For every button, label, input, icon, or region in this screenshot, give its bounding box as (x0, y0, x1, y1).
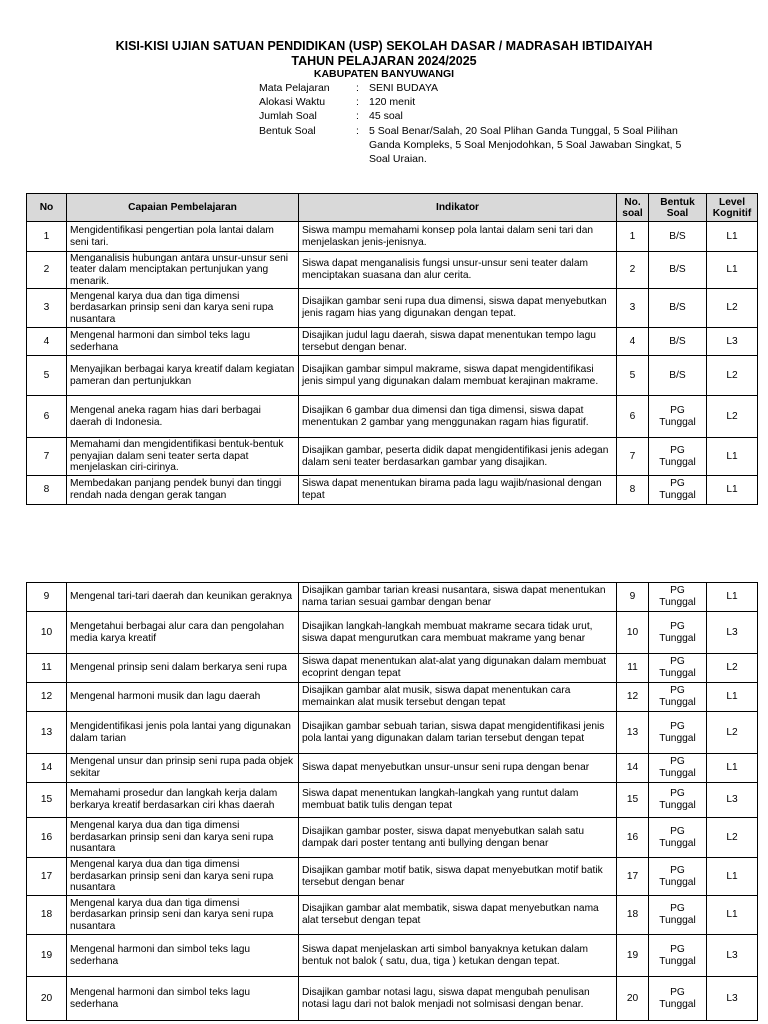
meta-value: 5 Soal Benar/Salah, 20 Soal Plihan Ganda Tunggal, 5 Soal Pilihan Ganda Kompleks, 5 Soal Menjodohkan, 5 Soal Jawaban Singkat, 5 Soal Uraian. (369, 125, 682, 166)
cell-indikator: Disajikan gambar seni rupa dua dimensi, siswa dapat menyebutkan jenis ragam hias yang digunakan dengan tepat. (299, 289, 617, 328)
cell-bentuk-soal: PG Tunggal (649, 977, 707, 1021)
meta-value: 45 soal (369, 110, 403, 122)
cell-level: L3 (707, 977, 758, 1021)
table-header-row (27, 194, 758, 222)
cell-capaian: Mengenal karya dua dan tiga dimensi berdasarkan prinsip seni dan karya seni rupa nusantara (67, 818, 299, 858)
cell-no-soal: 6 (617, 396, 649, 438)
cell-no-soal: 8 (617, 476, 649, 505)
meta-separator: : (356, 96, 359, 108)
cell-no-soal: 15 (617, 783, 649, 818)
cell-level: L1 (707, 583, 758, 612)
cell-level: L2 (707, 396, 758, 438)
cell-no: 6 (27, 396, 67, 438)
cell-no-soal: 13 (617, 712, 649, 754)
table-row (27, 858, 758, 896)
meta-separator: : (356, 110, 359, 122)
cell-indikator: Siswa dapat menganalisis fungsi unsur-unsur seni teater dalam menciptakan suasana dan alur cerita. (299, 252, 617, 289)
cell-bentuk-soal: PG Tunggal (649, 858, 707, 896)
table-row (27, 818, 758, 858)
grid-table-page-1 (26, 193, 758, 505)
cell-level: L3 (707, 783, 758, 818)
cell-no: 4 (27, 328, 67, 356)
meta-value: SENI BUDAYA (369, 82, 439, 94)
cell-bentuk-soal: B/S (649, 289, 707, 328)
table-row (27, 476, 758, 505)
cell-capaian: Memahami prosedur dan langkah kerja dalam berkarya kreatif berdasarkan ciri khas daerah (67, 783, 299, 818)
cell-no: 19 (27, 935, 67, 977)
cell-level: L1 (707, 683, 758, 712)
cell-capaian: Memahami dan mengidentifikasi bentuk-bentuk penyajian dalam seni teater serta dapat menjelaskan ciri-cirinya. (67, 438, 299, 476)
cell-indikator: Disajikan gambar poster, siswa dapat menyebutkan salah satu dampak dari poster tentang anti bullying dengan benar (299, 818, 617, 858)
header-capaian: Capaian Pembelajaran (67, 194, 299, 222)
cell-indikator: Disajikan gambar notasi lagu, siswa dapat mengubah penulisan notasi lagu dari not balok menjadi not solmisasi dengan benar. (299, 977, 617, 1021)
cell-bentuk-soal: PG Tunggal (649, 896, 707, 935)
cell-capaian: Mengenal unsur dan prinsip seni rupa pada objek sekitar (67, 754, 299, 783)
cell-no: 20 (27, 977, 67, 1021)
table-row (27, 289, 758, 328)
cell-level: L3 (707, 612, 758, 654)
header-indikator: Indikator (299, 194, 617, 222)
cell-bentuk-soal: B/S (649, 222, 707, 252)
meta-label: Mata Pelajaran (259, 82, 330, 94)
cell-indikator: Siswa dapat menentukan birama pada lagu wajib/nasional dengan tepat (299, 476, 617, 505)
cell-indikator: Disajikan gambar, peserta didik dapat mengidentifikasi jenis adegan dalam seni teater berdasarkan gambar yang disajikan. (299, 438, 617, 476)
cell-level: L2 (707, 712, 758, 754)
cell-capaian: Mengenal harmoni dan simbol teks lagu sederhana (67, 935, 299, 977)
cell-no: 15 (27, 783, 67, 818)
cell-no: 17 (27, 858, 67, 896)
cell-level: L2 (707, 654, 758, 683)
table-row (27, 438, 758, 476)
cell-no-soal: 14 (617, 754, 649, 783)
cell-no-soal: 1 (617, 222, 649, 252)
document-subtitle-year: TAHUN PELAJARAN 2024/2025 (291, 54, 477, 68)
cell-level: L1 (707, 858, 758, 896)
cell-capaian: Mengenal harmoni dan simbol teks lagu sederhana (67, 977, 299, 1021)
cell-level: L1 (707, 252, 758, 289)
table-row (27, 654, 758, 683)
cell-bentuk-soal: PG Tunggal (649, 612, 707, 654)
meta-separator: : (356, 82, 359, 94)
cell-indikator: Disajikan 6 gambar dua dimensi dan tiga dimensi, siswa dapat menentukan 2 gambar yang menggunakan ragam hias figuratif. (299, 396, 617, 438)
cell-capaian: Mengenal karya dua dan tiga dimensi berdasarkan prinsip seni dan karya seni rupa nusantara (67, 896, 299, 935)
cell-capaian: Mengetahui berbagai alur cara dan pengolahan media karya kreatif (67, 612, 299, 654)
cell-bentuk-soal: PG Tunggal (649, 783, 707, 818)
cell-no-soal: 12 (617, 683, 649, 712)
cell-no-soal: 18 (617, 896, 649, 935)
cell-indikator: Disajikan gambar alat musik, siswa dapat menentukan cara memainkan alat musik tersebut dengan tepat (299, 683, 617, 712)
cell-bentuk-soal: B/S (649, 356, 707, 396)
cell-indikator: Siswa dapat menjelaskan arti simbol banyaknya ketukan dalam bentuk not balok ( satu, dua, tiga ) ketukan dengan tepat. (299, 935, 617, 977)
cell-no: 18 (27, 896, 67, 935)
meta-label: Jumlah Soal (259, 110, 317, 122)
cell-indikator: Siswa dapat menentukan langkah-langkah yang runtut dalam membuat batik tulis dengan tepat (299, 783, 617, 818)
header-level-kognitif: Level Kognitif (707, 194, 758, 222)
cell-level: L2 (707, 818, 758, 858)
cell-capaian: Mengenal harmoni musik dan lagu daerah (67, 683, 299, 712)
table-row (27, 783, 758, 818)
cell-level: L1 (707, 476, 758, 505)
cell-no-soal: 17 (617, 858, 649, 896)
cell-no: 14 (27, 754, 67, 783)
cell-no: 7 (27, 438, 67, 476)
table-row (27, 222, 758, 252)
cell-indikator: Disajikan gambar sebuah tarian, siswa dapat mengidentifikasi jenis pola lantai yang digunakan dalam tarian tersebut dengan tepat (299, 712, 617, 754)
cell-indikator: Disajikan judul lagu daerah, siswa dapat menentukan tempo lagu tersebut dengan benar. (299, 328, 617, 356)
cell-indikator: Siswa mampu memahami konsep pola lantai dalam seni tari dan menjelaskan jenis-jenisnya. (299, 222, 617, 252)
table-row (27, 754, 758, 783)
cell-level: L2 (707, 356, 758, 396)
table-row (27, 683, 758, 712)
cell-level: L2 (707, 289, 758, 328)
header-bentuk-soal: Bentuk Soal (649, 194, 707, 222)
meta-label: Alokasi Waktu (259, 96, 326, 108)
cell-no: 16 (27, 818, 67, 858)
table-row (27, 396, 758, 438)
table-row (27, 935, 758, 977)
document-title: KISI-KISI UJIAN SATUAN PENDIDIKAN (USP) SEKOLAH DASAR / MADRASAH IBTIDAIYAH (115, 39, 653, 53)
cell-no-soal: 2 (617, 252, 649, 289)
cell-capaian: Mengenal karya dua dan tiga dimensi berdasarkan prinsip seni dan karya seni rupa nusantara (67, 289, 299, 328)
cell-no: 3 (27, 289, 67, 328)
header-no: No (27, 194, 67, 222)
cell-bentuk-soal: B/S (649, 252, 707, 289)
table-row (27, 612, 758, 654)
cell-capaian: Mengenal aneka ragam hias dari berbagai daerah di Indonesia. (67, 396, 299, 438)
cell-capaian: Mengenal karya dua dan tiga dimensi berdasarkan prinsip seni dan karya seni rupa nusantara (67, 858, 299, 896)
cell-capaian: Mengidentifikasi pengertian pola lantai dalam seni tari. (67, 222, 299, 252)
cell-indikator: Siswa dapat menentukan alat-alat yang digunakan dalam membuat ecoprint dengan tepat (299, 654, 617, 683)
cell-no: 13 (27, 712, 67, 754)
cell-no: 9 (27, 583, 67, 612)
table-row (27, 252, 758, 289)
cell-level: L1 (707, 222, 758, 252)
cell-bentuk-soal: PG Tunggal (649, 583, 707, 612)
grid-table-page-2 (26, 582, 758, 1021)
cell-indikator: Disajikan gambar simpul makrame, siswa dapat mengidentifikasi jenis simpul yang digunakan dalam membuat kerajinan makrame. (299, 356, 617, 396)
cell-bentuk-soal: PG Tunggal (649, 654, 707, 683)
cell-bentuk-soal: PG Tunggal (649, 476, 707, 505)
cell-capaian: Menganalisis hubungan antara unsur-unsur seni teater dalam menciptakan pertunjukan yang menarik. (67, 252, 299, 289)
cell-indikator: Disajikan langkah-langkah membuat makrame secara tidak urut, siswa dapat mengurutkan cara membuat makrame yang benar (299, 612, 617, 654)
cell-capaian: Mengidentifikasi jenis pola lantai yang digunakan dalam tarian (67, 712, 299, 754)
cell-no-soal: 9 (617, 583, 649, 612)
cell-indikator: Disajikan gambar motif batik, siswa dapat menyebutkan motif batik tersebut dengan benar (299, 858, 617, 896)
table-row (27, 977, 758, 1021)
cell-bentuk-soal: PG Tunggal (649, 818, 707, 858)
cell-no-soal: 5 (617, 356, 649, 396)
cell-no: 10 (27, 612, 67, 654)
cell-level: L3 (707, 328, 758, 356)
cell-no-soal: 4 (617, 328, 649, 356)
meta-value: 120 menit (369, 96, 416, 108)
cell-no-soal: 3 (617, 289, 649, 328)
document-subtitle-region: KABUPATEN BANYUWANGI (313, 68, 455, 80)
cell-level: L1 (707, 896, 758, 935)
cell-no-soal: 20 (617, 977, 649, 1021)
cell-no-soal: 11 (617, 654, 649, 683)
cell-no-soal: 19 (617, 935, 649, 977)
cell-bentuk-soal: PG Tunggal (649, 396, 707, 438)
table-row (27, 712, 758, 754)
cell-no: 11 (27, 654, 67, 683)
cell-level: L3 (707, 935, 758, 977)
cell-indikator: Disajikan gambar tarian kreasi nusantara, siswa dapat menentukan nama tarian sesuai gambar dengan benar (299, 583, 617, 612)
cell-capaian: Mengenal prinsip seni dalam berkarya seni rupa (67, 654, 299, 683)
cell-no: 1 (27, 222, 67, 252)
cell-indikator: Siswa dapat menyebutkan unsur-unsur seni rupa dengan benar (299, 754, 617, 783)
table-row (27, 896, 758, 935)
cell-level: L1 (707, 754, 758, 783)
cell-bentuk-soal: PG Tunggal (649, 935, 707, 977)
cell-bentuk-soal: PG Tunggal (649, 683, 707, 712)
cell-no-soal: 7 (617, 438, 649, 476)
cell-capaian: Mengenal tari-tari daerah dan keunikan geraknya (67, 583, 299, 612)
cell-level: L1 (707, 438, 758, 476)
cell-no: 12 (27, 683, 67, 712)
cell-no-soal: 10 (617, 612, 649, 654)
cell-no: 2 (27, 252, 67, 289)
cell-bentuk-soal: PG Tunggal (649, 712, 707, 754)
cell-indikator: Disajikan gambar alat membatik, siswa dapat menyebutkan nama alat tersebut dengan tepat (299, 896, 617, 935)
cell-no-soal: 16 (617, 818, 649, 858)
cell-no: 5 (27, 356, 67, 396)
cell-bentuk-soal: B/S (649, 328, 707, 356)
meta-label: Bentuk Soal (259, 125, 316, 137)
meta-separator: : (356, 125, 359, 137)
cell-bentuk-soal: PG Tunggal (649, 438, 707, 476)
table-row (27, 356, 758, 396)
cell-no: 8 (27, 476, 67, 505)
cell-capaian: Menyajikan berbagai karya kreatif dalam kegiatan pameran dan pertunjukkan (67, 356, 299, 396)
cell-capaian: Membedakan panjang pendek bunyi dan tinggi rendah nada dengan gerak tangan (67, 476, 299, 505)
header-no-soal: No. soal (617, 194, 649, 222)
cell-bentuk-soal: PG Tunggal (649, 754, 707, 783)
table-row (27, 583, 758, 612)
table-row (27, 328, 758, 356)
cell-capaian: Mengenal harmoni dan simbol teks lagu sederhana (67, 328, 299, 356)
